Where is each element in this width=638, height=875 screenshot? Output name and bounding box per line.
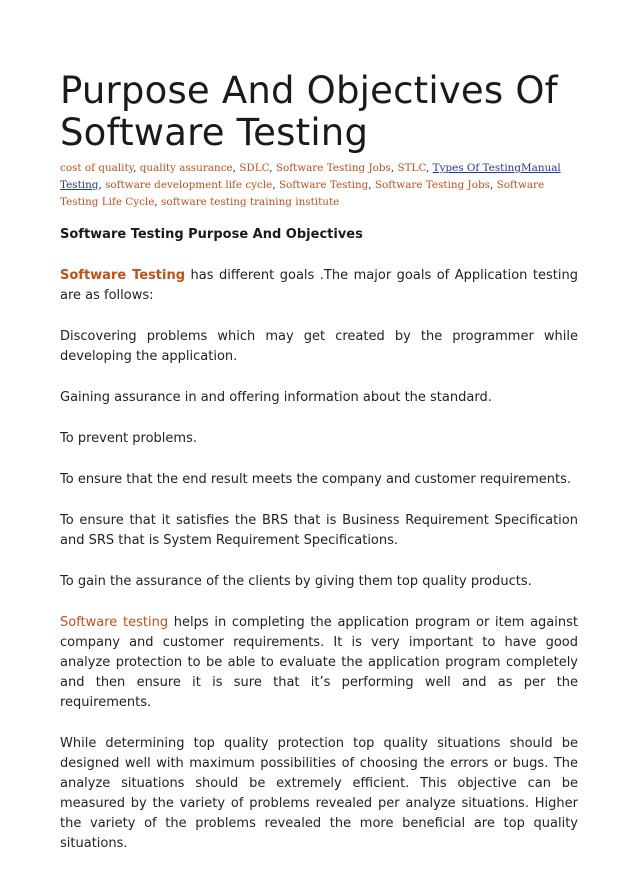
section-heading: Software Testing Purpose And Objectives	[60, 227, 363, 242]
tag-separator: ,	[390, 162, 398, 174]
tag-link[interactable]: software development life cycle	[105, 179, 273, 191]
tag-separator: ,	[269, 162, 276, 174]
paragraph-ensure-result: To ensure that the end result meets the company and customer requirements.	[60, 472, 572, 487]
tag-link[interactable]: Types Of TestingManual Testing	[60, 162, 561, 191]
paragraph-assurance: To gain the assurance of the clients by giving them top quality products.	[60, 574, 532, 589]
paragraph-ensure-brs: To ensure that it satisfies the BRS that is Business Requirement Specification and SRS that is System Requirement Specifications.	[60, 513, 578, 548]
paragraph-determining: While determining top quality protection top quality situations should be designed well with maximum possibilities of choosing the errors or bugs. The analyze situations should be extremely efficient. This objective can be measured by the variety of problems revealed per analyze situations. Higher the variety of the problems revealed the more beneficial are top quality situations.	[60, 736, 578, 851]
paragraph-intro	[60, 266, 578, 306]
tag-separator: ,	[272, 179, 279, 191]
tag-link[interactable]: SDLC	[239, 162, 270, 174]
tag-link[interactable]: software testing training institute	[161, 196, 340, 208]
tag-separator: ,	[232, 162, 240, 174]
tag-link[interactable]: STLC	[397, 162, 427, 174]
paragraph-discovering: Discovering problems which may get created by the programmer while developing the application.	[60, 329, 578, 364]
tag-list	[60, 160, 578, 211]
tag-link[interactable]: Software Testing Jobs	[275, 162, 391, 174]
tag-link[interactable]: cost of quality	[60, 162, 134, 174]
tag-link[interactable]: quality assurance	[139, 162, 233, 174]
paragraph-text: has different goals .The major goals of Application testing are as follows:	[60, 268, 578, 303]
tag-link[interactable]: Software Testing Life Cycle	[60, 179, 545, 208]
software-testing-link[interactable]: Software Testing	[60, 268, 186, 283]
tag-link[interactable]: Software Testing	[278, 179, 369, 191]
paragraph-helps	[60, 613, 578, 713]
paragraph-prevent: To prevent problems.	[60, 431, 197, 446]
paragraph-text: helps in completing the application program or item against company and customer requirements. It is very important to have good analyze protection to be able to evaluate the application program completely and then ensure it is sure that it’s performing well and as per the requirements.	[60, 615, 578, 710]
tag-link[interactable]: Software Testing Jobs	[374, 179, 490, 191]
tag-separator: ,	[98, 179, 106, 191]
title-line-2: Software Testing	[60, 111, 369, 154]
software-testing-link-2[interactable]: Software testing	[60, 615, 169, 630]
title-line-1: Purpose And Objectives Of	[60, 69, 558, 112]
paragraph-gaining: Gaining assurance in and offering information about the standard.	[60, 390, 492, 405]
tag-separator: ,	[154, 196, 161, 208]
tag-separator: ,	[368, 179, 375, 191]
tag-separator: ,	[489, 179, 497, 191]
document-page	[60, 70, 578, 875]
tag-separator: ,	[426, 162, 433, 174]
page-title	[60, 70, 578, 154]
tag-separator: ,	[133, 162, 140, 174]
